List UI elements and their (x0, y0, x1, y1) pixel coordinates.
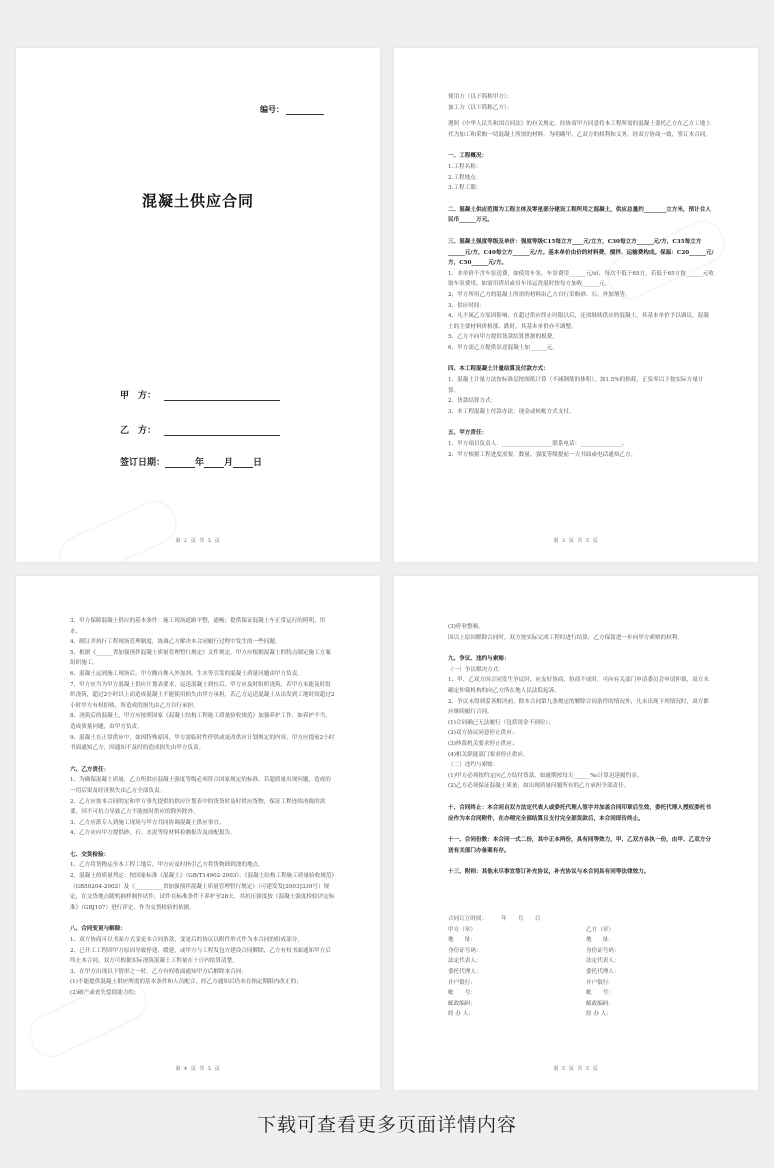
contract-page-4 (16, 576, 380, 1090)
paragraph: 2、甲方根据工程进度需要，数量、强度等级提前一天书面或电话通知乙方。 (448, 451, 637, 458)
paragraph: 3、在甲方出现以下情形之一时，乙方有权收面通知甲方后解除本合同： (70, 968, 247, 975)
paragraph: 3、供应时间： (448, 302, 486, 309)
party-b-sign-field: 开户银行： (586, 979, 614, 986)
contract-cover-page (16, 48, 380, 562)
paragraph: 加工方（以下简称乙方）： (448, 104, 513, 111)
section-heading: 三、混凝土强度等级及单价：强度等级C15每立方____元/立方，C30每立方______元/方，C35每立方______元/方，C40每立方______元/方。基本单价由价的材料费、搅拌、运输费构成。保温：C20______元/方，C50______元/方。 (448, 238, 714, 267)
contract-page-3 (394, 48, 758, 562)
party-a-sign-field: 身份证号码： (448, 947, 482, 954)
paragraph-gap (448, 140, 714, 146)
paragraph: 2、甲方所用乙方的混凝土所需的材料由乙方自行采购砂、石、外加剂等。 (448, 291, 631, 298)
party-a-sign-field: 开户银行： (448, 979, 476, 986)
paragraph: 3、本工程混凝土付款办法：现金或转帐方式支付。 (448, 408, 575, 415)
party-b-label: 乙 方： (120, 426, 157, 436)
paragraph: (2)破产或丧失偿债能力的； (70, 990, 140, 996)
paragraph-gap (448, 643, 714, 649)
paragraph: 2、已开工工程因甲方原因导致停建、缓建，或甲方与工程发包方建设合同解除，乙方有权书面通知甲方后终止本合同，双方可根据实际浇筑混凝土工程量在十日内结算清楚。 (70, 947, 331, 965)
paragraph-gap (448, 824, 714, 830)
contract-number-label: 编号： (260, 104, 284, 114)
paragraph: 9、混凝土在正常供应中，如因特殊原因，甲方需临时性停供或更改供应计划规定的内容，甲方应提前2小时书面通知乙方，因通知不及时的造成损失由甲方负责。 (70, 734, 335, 752)
page-body (70, 616, 336, 999)
paragraph: 4、凡不属乙方原因影响，在超过供应终止时限以后，还需继续供应的混凝土，其基本单价予以调议。混凝土的主要材料价格涨、跌时，其基本单价亦不调整。 (448, 313, 709, 330)
party-a-sign-field: 经 办 人： (448, 1011, 474, 1018)
paragraph: 3、乙方应派专人到施工现场与甲方共同协调混凝土供应事宜。 (70, 819, 225, 826)
paragraph: 1、为确保混凝土质量，乙方所供应混凝土强度等级必须符合国家规定的标准，若超质量出现问题，造成的一切后果及经济损失由乙方全部负责。 (70, 777, 331, 794)
section-heading: 六、乙方责任： (70, 766, 110, 773)
party-b-sign-field: 委托代理人： (586, 968, 620, 975)
section-heading: 十、合同终止：本合同自双方法定代表人或委托代理人签字并加盖合同印章后生效，委托代理人授权委托书应作为本合同附件，在办理完全部结算且支付完全部货款后，本合同即告终止。 (448, 804, 711, 822)
year-label: 年 (195, 458, 205, 468)
party-a-sign-field: 邮政编码： (448, 1000, 476, 1007)
paragraph-gap (70, 839, 336, 845)
download-caption: 下载可查看更多页面详情内容 (256, 1114, 517, 1136)
party-a-label: 甲 方： (120, 391, 157, 401)
paragraph: 2.工程地点： (448, 174, 482, 181)
section-heading: 九、争议、违约与索赔： (448, 656, 510, 663)
section-heading: 五、甲方责任： (448, 430, 488, 437)
party-b-field (120, 423, 280, 436)
document-title: 混凝土供应合同 (141, 192, 254, 210)
paragraph: (1)合同确已无法履行（包括资金不到位）； (448, 719, 554, 726)
page-footer: 第 4 页 共 5 页 (175, 1066, 221, 1072)
paragraph-gap (70, 754, 336, 760)
paragraph: 2、争议未得到妥善解决前，除本合同第九条规定的解除合同条件的情况外，凡未出现下列情况时，双方都应继续履行合同。 (448, 698, 709, 716)
paragraph: (3)仲裁机关要求停止供应； (448, 740, 518, 747)
paragraph: (1)不能提供混凝土供应所需的基本条件和人员配合，经乙方通知后仍未在指定期限内改正的； (70, 979, 302, 986)
paragraph: 4、乙方应向甲方提供砂、石、水泥等原材料检测报告及成配报告。 (70, 830, 236, 837)
paragraph: 8、浇筑后的混凝土，甲方应按照国家《混凝土结构工程施工质量验收规范》加强养护工作，如养护不当，造成质量问题，由甲方负责。 (70, 713, 331, 730)
paragraph: （一）争议解决方式： (448, 666, 504, 673)
paragraph: (4)相关职能部门要求停止供应。 (448, 751, 529, 758)
paragraph: 因以上原因解除合同时，双方按实际完成工程时进行结算，乙方保留进一步向甲方索赔的权利。 (448, 634, 683, 641)
paragraph: 3、甲方保障混凝土供应的基本条件：施工现场道路平整，通畅；提供保证混凝土车正常运行的照明，用水。 (70, 618, 326, 635)
paragraph-gap (448, 417, 714, 423)
sign-date-line: 合同订立时间： 年 月 日 (448, 916, 541, 922)
paragraph-gap (448, 353, 714, 359)
paragraph: 1.工程名称： (448, 163, 482, 170)
party-b-sign-field: 经 办 人： (586, 1011, 612, 1018)
section-heading: 七、交货检验： (70, 851, 110, 858)
contract-page-5 (394, 576, 758, 1090)
paragraph: 遵照《中华人民共和国合同法》的有关规定，经协商甲方同意将本工程所需的混凝土委托乙方在乙方工地上代为加工和采购一切混凝土所需的材料。为明确甲、乙双方的权利和义务，经双方协商一致，签订本合同。 (448, 121, 711, 138)
paragraph: 1、双方协商可以书面方式变更本合同条款，变更后的协议以附件形式作为本合同的组成部分。 (70, 937, 303, 944)
contract-number-field (260, 104, 324, 115)
party-a-field (120, 388, 280, 401)
paragraph: (1)甲方必须按约定向乙方结付货款，如逾期按每天______‰计算迟延履约金。 (448, 772, 643, 779)
paragraph: 5、根据《______省加强预拌混凝土质量管理暂行规定》文件规定，甲方应根据混凝土的特点制定施工方案组织施工。 (70, 649, 331, 667)
page-footer: 第 3 页 共 5 页 (553, 538, 599, 544)
page-footer: 第 5 页 共 5 页 (553, 1066, 599, 1072)
paragraph: 2、货款结算方式： (448, 398, 497, 405)
party-a-sign-field: 法定代表人： (448, 958, 482, 965)
paragraph: 2、乙方应按本合同的定和甲方事先提供的供应计划表中的货货时及时供应货物，保证工程连续浇捣的需要，因不可抗力导致乙方不能按时供应的除外除外。 (70, 798, 326, 816)
party-a-sign-field: 甲方（章） (448, 926, 476, 933)
paragraph: 2、混凝土的质量判定：按国家标准《混凝土》（GB/T14902-2003）、《混凝土结构工程施工质量验收规范》（GB50204-2002）及《__________省加强预拌混凝土质量管理暂行规定》（可建发发[2003]339号）规定，在交货地点随机抽样制作试件，试件在标准条件下养护至28天，其抗压强度按《混凝土强度检验评定标准》（GBJ107）进行评定，作为交货检验的依据。 (70, 873, 335, 911)
page-body (448, 622, 714, 878)
watermark (53, 494, 184, 562)
sign-date-field (120, 455, 262, 468)
sign-date-label: 签订日期： (120, 458, 166, 468)
section-heading: 一、工程概况： (448, 153, 488, 160)
paragraph: 使用方（以下简称甲方）： (448, 94, 513, 100)
paragraph-gap (448, 194, 714, 200)
paragraph: （二）违约与索赔： (448, 762, 499, 769)
paragraph: 1、乙方将货物运至本工程工地后，甲方应及时指引乙方将货物卸到浇的地点。 (70, 862, 264, 869)
section-heading: 二、混凝土供应范围为工程主体及零星部分建设工程所用之混凝土，供应总量约________立方米，预计合人民币______万元。 (448, 206, 711, 224)
party-b-sign-field: 法定代表人： (586, 958, 620, 965)
paragraph: 7、甲方应当为甲方混凝土供应计划表要求，运送混凝土到位后，甲方应及时组织浇筑，若甲方未能及时组织浇筑，超过2小时以上而造成混凝土不能使用损失由甲方承担，若乙方运送混凝土从出发到工地时间超过2小时甲方有权拒收，所造成的损失由乙方自行承担。 (70, 681, 335, 709)
party-a-sign-field: 地 址： (448, 937, 476, 944)
paragraph: (3)停业整顿。 (448, 624, 484, 630)
day-label: 日 (253, 458, 263, 468)
section-heading: 十三、附则：其他未尽事宜签订补充协议，补充协议与本合同具有同等法律效力。 (448, 869, 650, 876)
paragraph: 6、混凝土运到施工现场后，甲方搬自搀入外加剂、生水等引发的混凝土质量问题由甲方负责。 (70, 670, 303, 677)
section-heading: 十一、合同份数：本合同一式二份，其中正本两份，具有同等效力，甲、乙双方各执一份，由甲、乙双方分送有关部门办备案有存。 (448, 837, 711, 854)
paragraph: (2)乙方必须保证混凝土质量，如出现质量问题所有的乙方承担全部责任。 (448, 783, 630, 790)
party-b-sign-field: 帐 号： (586, 990, 614, 997)
paragraph: 3.工程工期： (448, 185, 482, 192)
party-b-sign-field: 地 址： (586, 937, 614, 944)
paragraph: 1、甲、乙双方因合同发生争议时，应友好协商，协商不成时，可向有关部门申请委员会申请仲裁，双方未确定仲裁机构的向乙方所在地人民法院起诉。 (448, 677, 709, 694)
paragraph-gap (448, 226, 714, 232)
page-footer: 第 2 页 共 5 页 (175, 538, 221, 544)
paragraph: 5、乙方不向甲方提供货款结算票据的税费。 (448, 334, 558, 341)
paragraph-gap (448, 792, 714, 798)
party-b-sign-field: 身份证号码： (586, 947, 620, 954)
paragraph: (2)双方协议同意停止供应； (448, 730, 518, 737)
section-heading: 八、合同变更与解除： (70, 926, 126, 933)
party-a-sign-field: 委托代理人： (448, 968, 482, 975)
paragraph-gap (448, 856, 714, 862)
section-heading: 四、本工程混凝土计量结算及付款方式： (448, 366, 549, 373)
month-label: 月 (224, 458, 234, 468)
paragraph: 1、甲方项目负责人：__________________联系电话：_______________。 (448, 441, 628, 448)
paragraph: 6、甲方需乙方提供泵送混凝土加______元。 (448, 344, 558, 351)
page-body (448, 92, 714, 460)
paragraph: 4、制订并执行工程现场管理制度，协调乙方解决本合同履行过程中发生的一些问题。 (70, 639, 281, 646)
paragraph: 1、本单价不含车泵送费，如使用车泵，车泵费用______元/㎡，每次不低于65方，若低于65方按______元收取车泵费用，如需用塔吊或吊车吊运洗混时按每方加收______元。 (448, 270, 714, 288)
signature-grid (448, 925, 714, 1020)
paragraph-gap (70, 913, 336, 919)
signature-block (448, 914, 714, 1020)
party-b-sign-field: 邮政编码： (586, 1000, 614, 1007)
party-a-sign-field: 帐 号： (448, 990, 476, 997)
party-b-sign-field: 乙方（章） (586, 926, 614, 933)
paragraph: 1、混凝土计量方法按标准层按图纸计算（不减钢筋的体积），加1.5%的损耗，正负零以下按实际方量计算。 (448, 377, 704, 394)
